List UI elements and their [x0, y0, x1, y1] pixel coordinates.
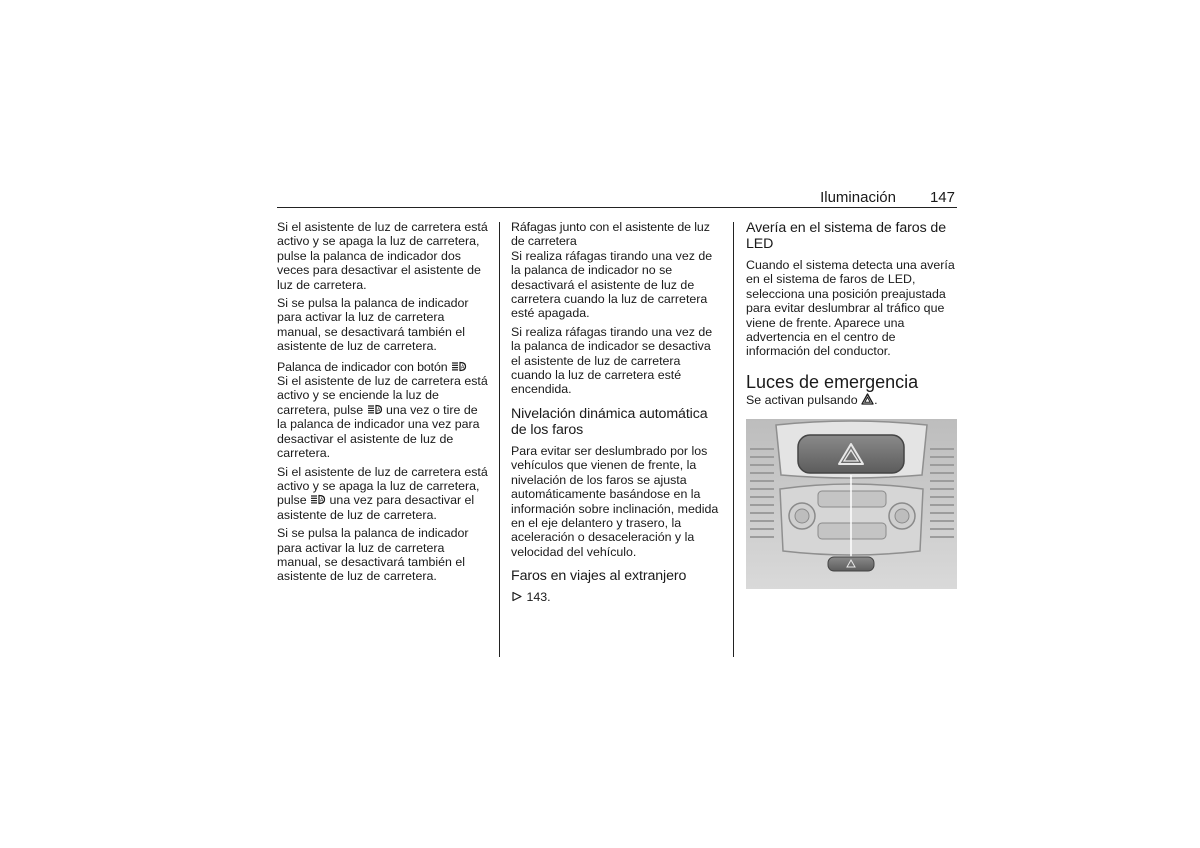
heading: Avería en el sistema de faros de LED	[746, 220, 947, 252]
sub-heading	[277, 360, 489, 374]
sub-heading: Ráfagas junto con el asistente de luz de carretera	[511, 220, 710, 249]
paragraph-text: Se activan pulsando	[746, 392, 858, 407]
column-1	[277, 220, 489, 588]
paragraph	[277, 465, 489, 523]
high-beam-assist-icon	[310, 494, 326, 505]
cross-reference	[511, 590, 723, 604]
paragraph: Para evitar ser deslumbrado por los vehículos que vienen de frente, la nivelación de los faros se ajusta automáticamente basándose en la información sobre inclinación, medida en el eje delantero y trasero, la aceleración o desaceleración y la velocidad del vehículo.	[511, 443, 719, 559]
paragraph: Si realiza ráfagas tirando una vez de la palanca de indicador se desactiva el asistente de luz de carretera cuando la luz de carretera esté encendida.	[511, 324, 713, 397]
cross-reference-arrow-icon	[511, 591, 523, 602]
column-3	[746, 220, 958, 593]
paragraph: Si se pulsa la palanca de indicador para activar la luz de carretera manual, se desactivará también el asistente de luz de carretera.	[277, 526, 469, 584]
punctuation: .	[874, 392, 878, 407]
high-beam-assist-icon	[367, 404, 383, 415]
hazard-button-illustration	[746, 419, 957, 589]
column-divider	[499, 222, 500, 657]
section-title: Iluminación	[820, 189, 896, 206]
paragraph-text: Si el asistente de luz de carretera está activo y se apaga la luz de carretera, pulse	[277, 464, 488, 508]
column-divider	[733, 222, 734, 657]
paragraph	[746, 393, 958, 407]
paragraph-text: Si el asistente de luz de carretera está activo y se enciende la luz de carretera, pulse	[277, 374, 488, 417]
hazard-warning-icon	[861, 393, 874, 405]
heading: Nivelación dinámica automática de los faros	[511, 405, 708, 438]
svg-text:A: A	[376, 407, 380, 414]
high-beam-assist-icon	[451, 361, 467, 372]
paragraph: Si realiza ráfagas tirando una vez de la palanca de indicador no se desactivará el asistente de luz de carretera cuando la luz de carretera esté apagada.	[511, 248, 713, 321]
svg-text:A: A	[320, 497, 324, 504]
paragraph: Cuando el sistema detecta una avería en el sistema de faros de LED, selecciona una posición preajustada para evitar deslumbrar al tráfico que viene de frente. Aparece una advertencia en el centro de información del conductor.	[746, 258, 955, 359]
page-number: 147	[929, 189, 955, 206]
paragraph: Si el asistente de luz de carretera está activo y se apaga la luz de carretera, pulse la palanca de indicador dos veces para desactivar el asistente de luz de carretera.	[277, 220, 488, 292]
heading: Faros en viajes al extranjero	[511, 568, 687, 585]
running-head	[820, 189, 955, 207]
paragraph: Si se pulsa la palanca de indicador para activar la luz de carretera manual, se desactivará también el asistente de luz de carretera.	[277, 296, 469, 354]
column-2	[511, 220, 723, 609]
paragraph-text: una vez o tire de la palanca de indicador una vez para desactivar el asistente de luz de carretera.	[277, 402, 480, 461]
svg-text:A: A	[460, 364, 465, 371]
cross-reference-text: 143.	[526, 590, 551, 605]
paragraph-text: una vez para desactivar el asistente de luz de carretera.	[277, 493, 475, 522]
section-heading: Luces de emergencia	[746, 371, 919, 392]
header-rule	[277, 207, 957, 208]
paragraph	[277, 374, 489, 460]
sub-heading-text: Palanca de indicador con botón	[277, 359, 448, 374]
